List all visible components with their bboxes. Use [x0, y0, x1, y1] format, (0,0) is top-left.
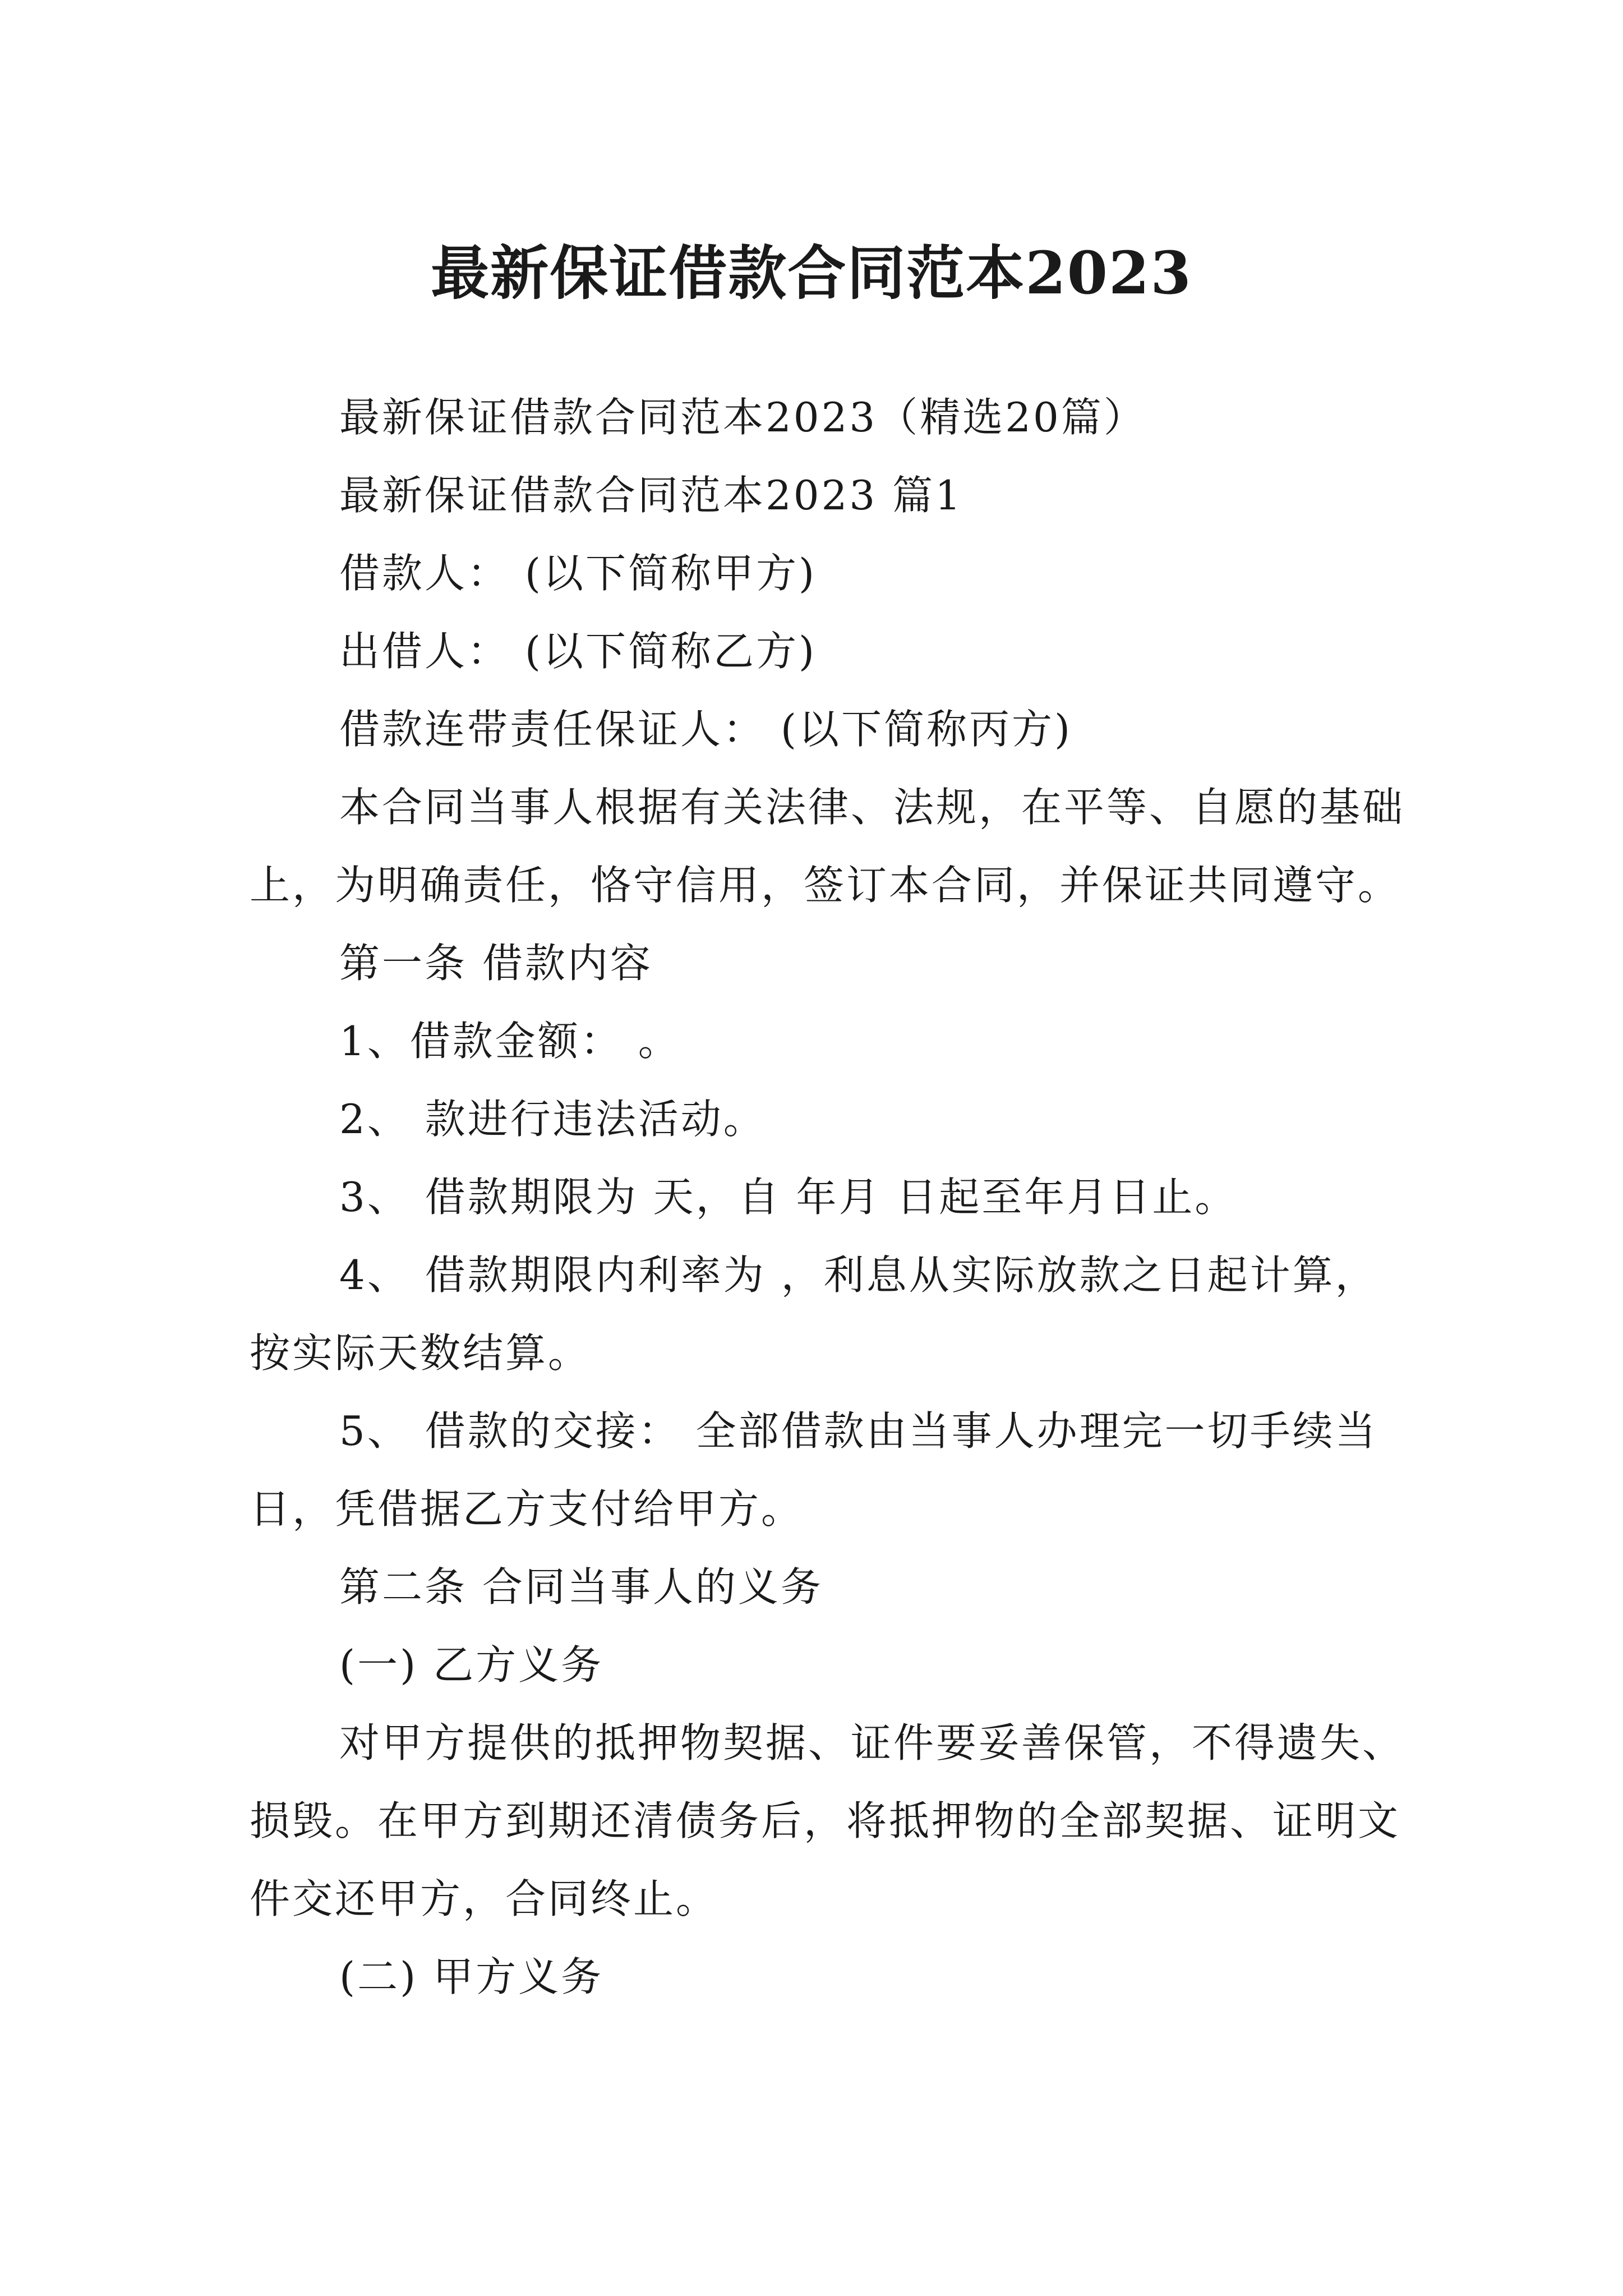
paragraph-clause-3: 3、 借款期限为 天，自 年月 日起至年月日止。	[339, 1174, 1238, 1221]
paragraph-lender: 出借人： (以下简称乙方)	[339, 628, 817, 675]
paragraph-subtitle: 最新保证借款合同范本2023（精选20篇）	[339, 394, 1146, 441]
paragraph-party-b-obligations: 对甲方提供的抵押物契据、证件要妥善保管，不得遗失、损毁。在甲方到期还清债务后，将抵押物的全部契据、证明文件交还甲方，合同终止。	[250, 1719, 1405, 1922]
document-body	[250, 379, 1405, 2016]
paragraph-article-2-heading: 第二条 合同当事人的义务	[339, 1563, 823, 1611]
document-title: 最新保证借款合同范本2023	[431, 238, 1192, 307]
paragraph-party-a-obligations-heading: (二) 甲方义务	[339, 1953, 604, 2000]
paragraph-party-b-obligations-heading: (一) 乙方义务	[339, 1641, 604, 1688]
paragraph-clause-5: 5、 借款的交接： 全部借款由当事人办理完一切手续当日，凭借据乙方支付给甲方。	[250, 1407, 1378, 1533]
paragraph-preamble: 本合同当事人根据有关法律、法规，在平等、自愿的基础上，为明确责任，恪守信用，签订本合同，并保证共同遵守。	[250, 784, 1405, 909]
paragraph-borrower: 借款人： (以下简称甲方)	[339, 550, 817, 597]
paragraph-guarantor: 借款连带责任保证人： (以下简称丙方)	[339, 706, 1073, 753]
paragraph-clause-4: 4、 借款期限内利率为 ，利息从实际放款之日起计算，按实际天数结算。	[250, 1251, 1378, 1377]
paragraph-article-1-heading: 第一条 借款内容	[339, 940, 653, 987]
paragraph-clause-1: 1、借款金额： 。	[339, 1018, 681, 1065]
paragraph-section-heading: 最新保证借款合同范本2023 篇1	[339, 472, 963, 519]
paragraph-clause-2: 2、 款进行违法活动。	[339, 1096, 766, 1143]
